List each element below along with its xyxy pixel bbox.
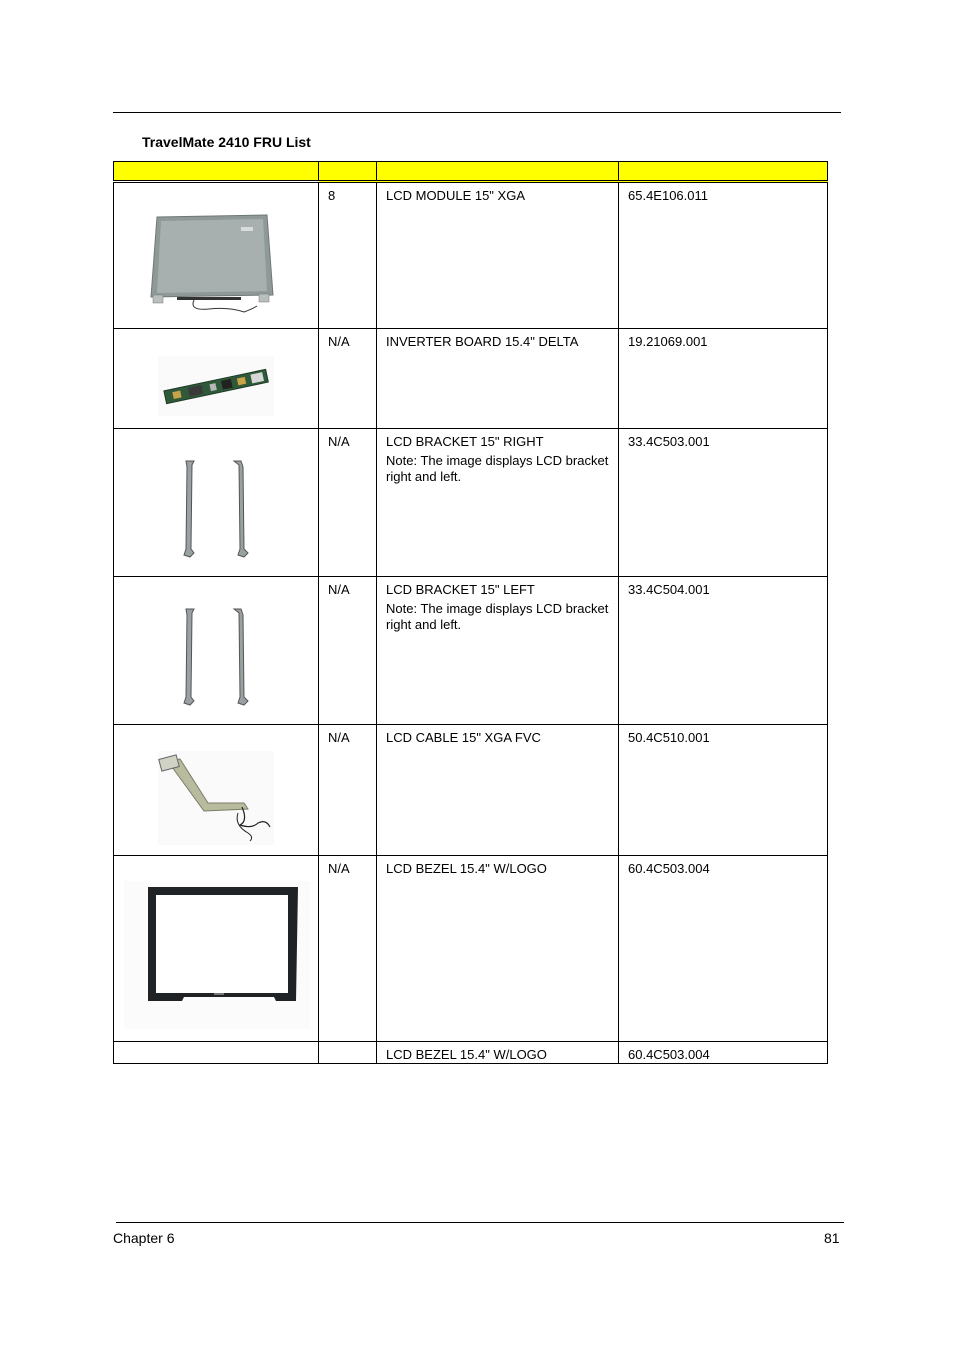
table-row (114, 329, 828, 429)
lcd-bracket-photo (178, 457, 256, 565)
header-cell-description (377, 162, 619, 182)
inverter-board-photo (158, 356, 274, 416)
image-cell (114, 182, 319, 329)
loc-text: 8 (328, 188, 336, 203)
part-no-cell (619, 725, 828, 856)
description-cell (377, 1042, 619, 1064)
part-no-cell (619, 1042, 828, 1064)
table-header-row (114, 162, 828, 182)
footer-page-number: 81 (824, 1230, 840, 1246)
part-no-text: 19.21069.001 (628, 334, 708, 349)
loc-text: N/A (328, 334, 350, 349)
description-cell (377, 577, 619, 725)
description-text: LCD BEZEL 15.4" W/LOGO (386, 861, 547, 876)
loc-text: N/A (328, 730, 350, 745)
table-row (114, 725, 828, 856)
note-text: Note: The image displays LCD bracket right and left. (386, 453, 609, 484)
part-no-text: 65.4E106.011 (628, 188, 708, 203)
loc-cell (319, 329, 377, 429)
lcd-module-photo (149, 213, 274, 313)
part-no-text: 60.4C503.004 (628, 861, 710, 876)
image-cell (114, 1042, 319, 1064)
description-text: LCD MODULE 15" XGA (386, 188, 525, 203)
table-row (114, 1042, 828, 1064)
part-no-text: 60.4C503.004 (628, 1047, 710, 1062)
description-cell (377, 182, 619, 329)
loc-cell (319, 856, 377, 1042)
loc-cell (319, 1042, 377, 1064)
part-no-text: 33.4C504.001 (628, 582, 710, 597)
part-no-cell (619, 856, 828, 1042)
header-cell-loc (319, 162, 377, 182)
top-rule (113, 112, 841, 113)
page-title: TravelMate 2410 FRU List (142, 134, 311, 150)
loc-cell (319, 429, 377, 577)
part-no-cell (619, 329, 828, 429)
description-text: LCD BRACKET 15" LEFT (386, 582, 535, 597)
image-cell (114, 329, 319, 429)
header-cell-image (114, 162, 319, 182)
description-cell (377, 725, 619, 856)
part-no-text: 33.4C503.001 (628, 434, 710, 449)
description-text: INVERTER BOARD 15.4" DELTA (386, 334, 579, 349)
description-text: LCD BRACKET 15" RIGHT (386, 434, 544, 449)
part-no-cell (619, 429, 828, 577)
table-row (114, 429, 828, 577)
description-cell (377, 856, 619, 1042)
part-no-text: 50.4C510.001 (628, 730, 710, 745)
loc-text: N/A (328, 582, 350, 597)
loc-text (319, 1042, 376, 1047)
table-row (114, 856, 828, 1042)
image-cell (114, 725, 319, 856)
description-cell (377, 329, 619, 429)
lcd-bracket-photo (178, 605, 256, 713)
loc-text: N/A (328, 434, 350, 449)
part-no-cell (619, 577, 828, 725)
loc-cell (319, 182, 377, 329)
table-row (114, 182, 828, 329)
note-text: Note: The image displays LCD bracket right and left. (386, 601, 609, 632)
description-cell (377, 429, 619, 577)
description-text: LCD CABLE 15" XGA FVC (386, 730, 541, 745)
loc-cell (319, 725, 377, 856)
bottom-rule (116, 1222, 844, 1223)
lcd-bezel-photo (124, 881, 310, 1029)
description-text: LCD BEZEL 15.4" W/LOGO (386, 1047, 547, 1062)
table-row (114, 577, 828, 725)
footer-chapter: Chapter 6 (113, 1230, 175, 1246)
loc-cell (319, 577, 377, 725)
lcd-cable-photo (158, 751, 274, 845)
fru-table (113, 161, 828, 1064)
image-cell (114, 856, 319, 1042)
header-cell-part-no (619, 162, 828, 182)
part-no-cell (619, 182, 828, 329)
image-cell (114, 429, 319, 577)
loc-text: N/A (328, 861, 350, 876)
image-cell (114, 577, 319, 725)
